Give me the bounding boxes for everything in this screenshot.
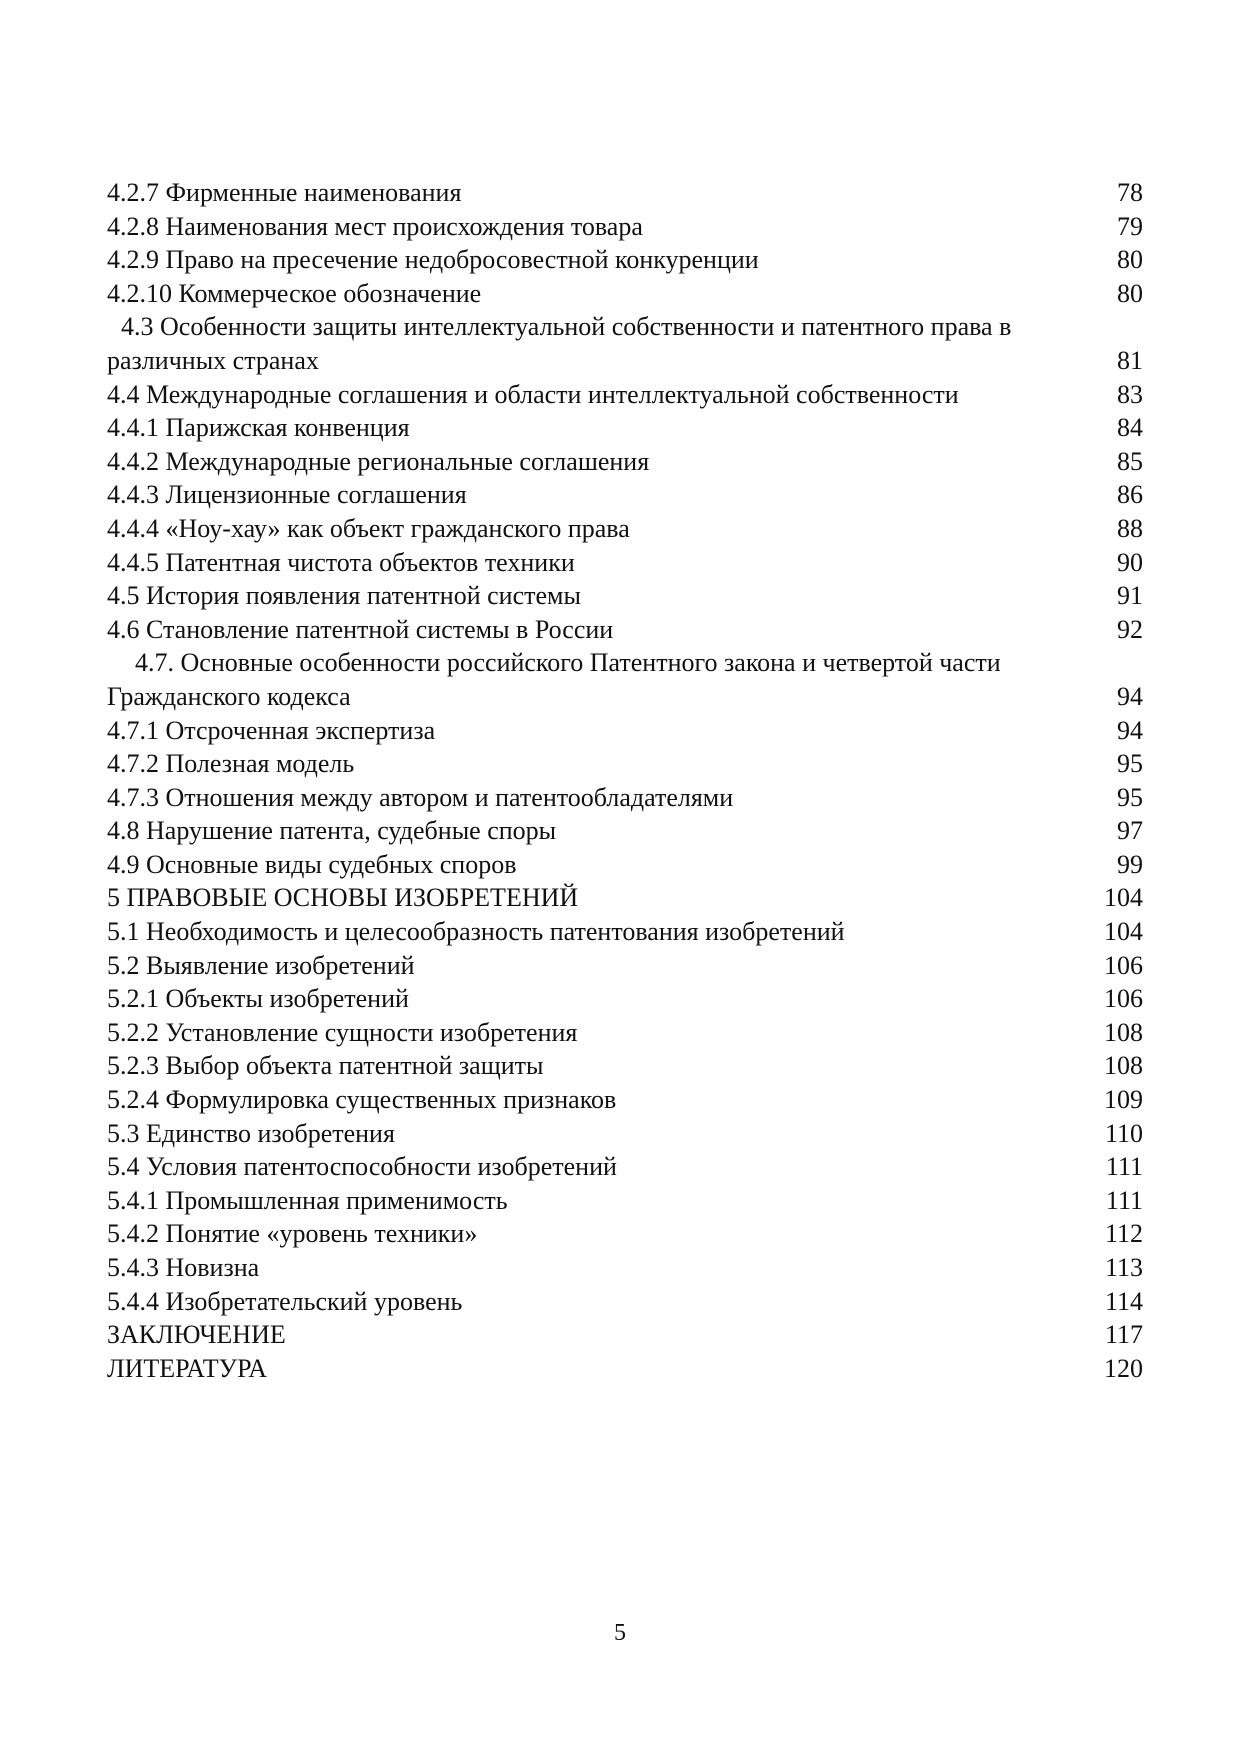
toc-entry-title: 5.4 Условия патентоспособности изобретений [107, 1152, 617, 1182]
toc-entry-title: 4.5 История появления патентной системы [107, 581, 581, 611]
toc-entry[interactable] [107, 781, 1143, 815]
toc-entry[interactable] [107, 1083, 1143, 1117]
toc-entry[interactable] [107, 210, 1143, 244]
toc-entry-title: 4.2.10 Коммерческое обозначение [107, 278, 482, 308]
toc-entry-title: 5.2.3 Выбор объекта патентной защиты [107, 1051, 544, 1081]
toc-entry[interactable] [107, 512, 1143, 546]
toc-entry[interactable] [107, 714, 1143, 748]
toc-entry[interactable] [107, 378, 1143, 412]
toc-entry-page: 109 [1104, 1085, 1143, 1115]
toc-entry-title: 4.7. Основные особенности российского Патентного закона и четвертой части [135, 648, 1001, 678]
toc-entry[interactable] [107, 747, 1143, 781]
toc-entry-page: 106 [1104, 950, 1143, 980]
toc-entry-title: 4.3 Особенности защиты интеллектуальной собственности и патентного права в [121, 312, 1012, 342]
toc-entry[interactable] [107, 1184, 1143, 1218]
toc-entry-page: 94 [1117, 681, 1143, 711]
toc-entry-page: 94 [1117, 715, 1143, 745]
toc-entry-title: ЗАКЛЮЧЕНИЕ [107, 1320, 286, 1350]
toc-entry[interactable] [107, 1251, 1143, 1285]
toc-entry-title: 5.3 Единство изобретения [107, 1118, 395, 1148]
toc-entry-page: 78 [1117, 178, 1143, 207]
toc-entry-title: 4.7.3 Отношения между автором и патентообладателями [107, 782, 734, 812]
toc-entry-title: 4.4.2 Международные региональные соглашения [107, 446, 650, 476]
toc-entry-page: 113 [1104, 1253, 1143, 1282]
toc-entry-title: 4.4.4 «Ноу-хау» как объект гражданского права [107, 513, 630, 543]
toc-entry-page: 80 [1117, 245, 1143, 275]
toc-entry[interactable] [107, 982, 1143, 1016]
toc-entry-page: 111 [1105, 1152, 1143, 1182]
toc-entry-page: 120 [1104, 1353, 1143, 1383]
toc-entry[interactable] [107, 546, 1143, 580]
toc-entry-page: 117 [1104, 1320, 1143, 1350]
toc-entry-page: 95 [1117, 782, 1143, 812]
toc-entry[interactable] [107, 1049, 1143, 1083]
toc-entry[interactable] [107, 445, 1143, 479]
toc-entry[interactable] [107, 1217, 1143, 1251]
toc-entry-page: 85 [1117, 446, 1143, 476]
toc-entry[interactable] [107, 613, 1143, 647]
toc-entry-page: 110 [1104, 1118, 1143, 1148]
page-number: 5 [614, 1620, 626, 1646]
toc-entry-page: 99 [1117, 849, 1143, 879]
toc-entry[interactable] [107, 881, 1143, 915]
toc-entry[interactable] [107, 848, 1143, 882]
toc-entry[interactable] [107, 1117, 1143, 1151]
toc-entry[interactable] [107, 949, 1143, 983]
toc-entry[interactable] [107, 1352, 1143, 1386]
toc-entry-title-continuation: различных странах [107, 345, 319, 375]
toc-entry-page: 95 [1117, 749, 1143, 779]
toc-entry-title: 4.9 Основные виды судебных споров [107, 849, 517, 879]
toc-entry-title: 5.2.2 Установление сущности изобретения [107, 1017, 578, 1047]
toc-entry-page: 83 [1117, 379, 1143, 409]
toc-entry-title: 5.4.2 Понятие «уровень техники» [107, 1219, 478, 1249]
toc-entry-page: 86 [1117, 480, 1143, 510]
toc-entry-page: 114 [1104, 1286, 1143, 1316]
toc-entry-page: 112 [1104, 1219, 1143, 1249]
toc-entry-page: 106 [1104, 984, 1143, 1014]
toc-entry-page: 91 [1117, 581, 1143, 611]
toc-entry-title: 4.2.9 Право на пресечение недобросовестной конкуренции [107, 245, 759, 275]
toc-entry[interactable] [107, 176, 1143, 210]
toc-entry-page: 81 [1117, 345, 1143, 375]
toc-entry[interactable] [107, 411, 1143, 445]
toc-entry-title: 4.6 Становление патентной системы в России [107, 614, 614, 644]
toc-entry-title-continuation: Гражданского кодекса [107, 681, 351, 711]
toc-entry-title: 5.2.4 Формулировка существенных признаков [107, 1085, 617, 1115]
toc-entry-title: 5.2 Выявление изобретений [107, 950, 415, 980]
toc-entry-title: 4.2.7 Фирменные наименования [107, 178, 462, 207]
toc-entry[interactable] [107, 814, 1143, 848]
toc-entry-title: 4.4.3 Лицензионные соглашения [107, 480, 467, 510]
toc-entry-title: 4.7.2 Полезная модель [107, 749, 355, 779]
toc-entry-title: 5.2.1 Объекты изобретений [107, 984, 409, 1014]
toc-entry-page: 108 [1104, 1051, 1143, 1081]
toc-entry[interactable] [107, 915, 1143, 949]
toc-entry-title: 4.4 Международные соглашения и области интеллектуальной собственности [107, 379, 959, 409]
toc-entry-page: 104 [1104, 917, 1143, 947]
toc-entry[interactable] [107, 1150, 1143, 1184]
toc-entry[interactable] [107, 646, 1143, 713]
toc-entry[interactable] [107, 1285, 1143, 1319]
toc-entry-title: 4.4.5 Патентная чистота объектов техники [107, 547, 575, 577]
toc-entry-page: 92 [1117, 614, 1143, 644]
toc-entry-title: 4.7.1 Отсроченная экспертиза [107, 715, 436, 745]
toc-entry-title: 5.4.4 Изобретательский уровень [107, 1286, 463, 1316]
toc-entry[interactable] [107, 1318, 1143, 1352]
toc-entry-title: 4.8 Нарушение патента, судебные споры [107, 816, 557, 846]
toc-entry[interactable] [107, 478, 1143, 512]
toc-entry-page: 84 [1117, 413, 1143, 443]
toc-entry[interactable] [107, 1016, 1143, 1050]
toc-entry-title: ЛИТЕРАТУРА [107, 1353, 267, 1383]
toc-entry-title: 5.4.1 Промышленная применимость [107, 1185, 508, 1215]
toc-entry-title: 5.1 Необходимость и целесообразность патентования изобретений [107, 917, 845, 947]
toc-entry-page: 80 [1117, 278, 1143, 308]
toc-entry[interactable] [107, 310, 1143, 377]
toc-entry[interactable] [107, 243, 1143, 277]
toc-entry-page: 111 [1105, 1185, 1143, 1215]
toc-entry-page: 97 [1117, 816, 1143, 846]
toc-entry-title: 5 ПРАВОВЫЕ ОСНОВЫ ИЗОБРЕТЕНИЙ [107, 883, 579, 913]
toc-entry-title: 4.4.1 Парижская конвенция [107, 413, 410, 443]
toc-entry-page: 88 [1117, 513, 1143, 543]
toc-entry-page: 79 [1117, 211, 1143, 241]
toc-entry-title: 5.4.3 Новизна [107, 1253, 260, 1282]
toc-entry[interactable] [107, 579, 1143, 613]
toc-entry-page: 90 [1117, 547, 1143, 577]
toc-entry-title: 4.2.8 Наименования мест происхождения товара [107, 211, 643, 241]
table-of-contents [107, 176, 1143, 1385]
toc-entry[interactable] [107, 277, 1143, 311]
toc-entry-page: 108 [1104, 1017, 1143, 1047]
toc-entry-page: 104 [1104, 883, 1143, 913]
